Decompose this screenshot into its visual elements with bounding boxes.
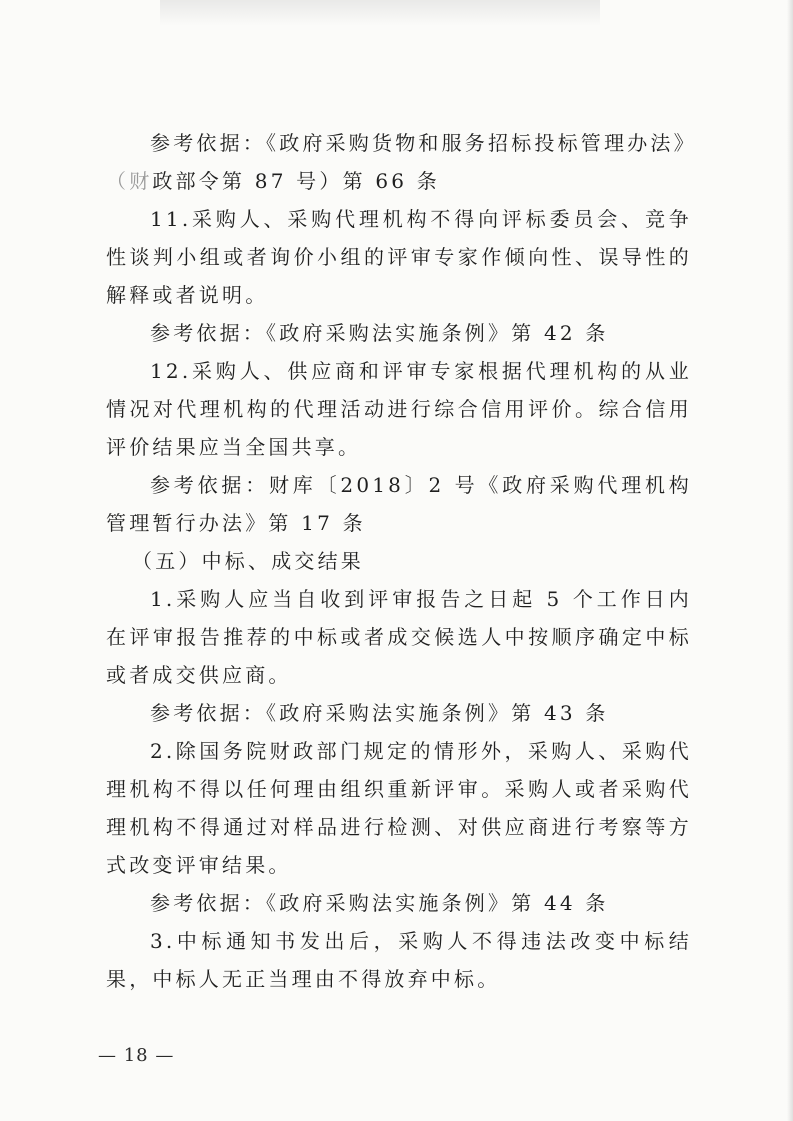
- clause-1: 1.采购人应当自收到评审报告之日起 5 个工作日内在评审报告推荐的中标或者成交候选人中按顺序确定中标或者成交供应商。: [106, 587, 692, 687]
- reference-text-continued: 政部令第 87 号）第 66 条: [152, 169, 440, 193]
- reference-paragraph: 参考依据：《政府采购法实施条例》第 42 条: [150, 321, 609, 345]
- section-heading: （五）中标、成交结果: [132, 549, 364, 573]
- clause-12: 12.采购人、供应商和评审专家根据代理机构的从业情况对代理机构的代理活动进行综合信用评价。综合信用评价结果应当全国共享。: [106, 359, 692, 459]
- clause-11: 11.采购人、采购代理机构不得向评标委员会、竞争性谈判小组或者询价小组的评审专家作倾向性、误导性的解释或者说明。: [106, 207, 692, 307]
- reference-text: 参考依据：《政府采购货物和服务招标投标管理办法》: [150, 131, 697, 155]
- scan-shadow-top: [160, 0, 600, 26]
- document-body: [106, 124, 697, 998]
- reference-paragraph: 参考依据：《政府采购法实施条例》第 44 条: [150, 891, 609, 915]
- reference-paragraph: [106, 124, 697, 200]
- reference-text-faded: （财: [106, 169, 153, 193]
- reference-paragraph: 参考依据：财库〔2018〕2 号《政府采购代理机构管理暂行办法》第 17 条: [106, 473, 692, 535]
- reference-paragraph: 参考依据：《政府采购法实施条例》第 43 条: [150, 701, 609, 725]
- scan-shadow-right: [787, 0, 793, 1121]
- clause-2: 2.除国务院财政部门规定的情形外，采购人、采购代理机构不得以任何理由组织重新评审。采购人或者采购代理机构不得通过对样品进行检测、对供应商进行考察等方式改变评审结果。: [106, 739, 692, 877]
- clause-3: 3.中标通知书发出后，采购人不得违法改变中标结果，中标人无正当理由不得放弃中标。: [106, 929, 692, 991]
- page-number: — 18 —: [98, 1045, 175, 1066]
